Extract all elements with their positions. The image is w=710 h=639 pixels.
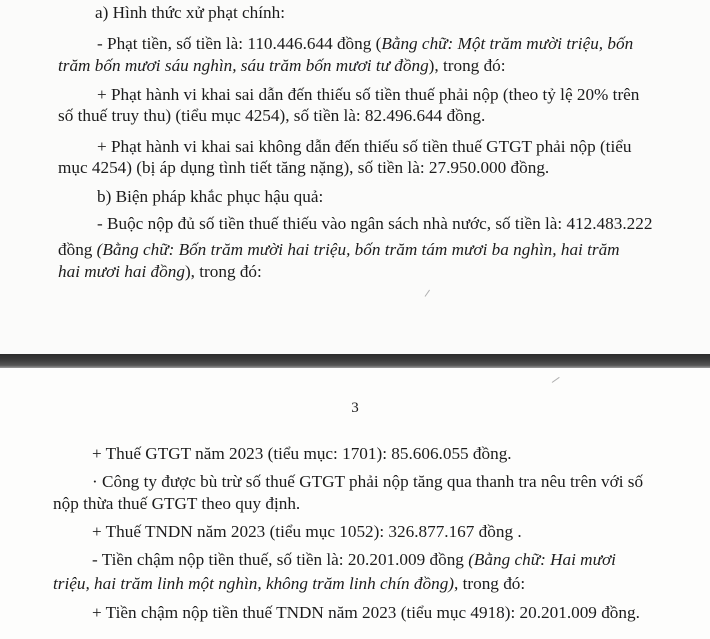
fine-amount-words-line: trăm bốn mươi sáu nghìn, sáu trăm bốn mươi tư đồng), trong đó: — [58, 56, 506, 75]
late-payment-words-line: triệu, hai trăm linh một nghìn, không trăm linh chín đồng), trong đó: — [53, 574, 526, 593]
vat-offset-line: · Công ty được bù trừ số thuế GTGT phải nộp tăng qua thanh tra nêu trên với số — [92, 472, 644, 491]
stray-pen-mark — [425, 290, 430, 297]
stray-pen-mark — [552, 377, 560, 383]
remedial-amount-line: - Buộc nộp đủ số tiền thuế thiếu vào ngân sách nhà nước, số tiền là: 412.483.222 — [97, 214, 653, 233]
penalty-item-2: + Phạt hành vi khai sai không dẫn đến thiếu số tiền thuế GTGT phải nộp (tiểu — [97, 137, 632, 156]
vat-offset-cont: nộp thừa thuế GTGT theo quy định. — [53, 494, 301, 513]
remedial-amount-words-line: đồng (Bằng chữ: Bốn trăm mười hai triệu, bốn trăm tám mươi ba nghìn, hai trăm — [58, 240, 620, 259]
page-number: 3 — [351, 400, 359, 416]
penalty-item-1: + Phạt hành vi khai sai dẫn đến thiếu số tiền thuế phải nộp (theo tỷ lệ 20% trên — [97, 85, 640, 104]
page-divider — [0, 354, 710, 368]
late-payment-line: - Tiền chậm nộp tiền thuế, số tiền là: 20.201.009 đồng (Bằng chữ: Hai mươi — [92, 550, 616, 569]
vat-2023-line: + Thuế GTGT năm 2023 (tiểu mục: 1701): 85.606.055 đồng. — [92, 444, 512, 463]
remedial-amount-words-cont: hai mươi hai đồng), trong đó: — [58, 262, 262, 281]
cit-2023-line: + Thuế TNDN năm 2023 (tiểu mục 1052): 326.877.167 đồng . — [92, 522, 522, 541]
penalty-item-2-cont: mục 4254) (bị áp dụng tình tiết tăng nặng), số tiền là: 27.950.000 đồng. — [58, 158, 550, 177]
heading-remedial-measures: b) Biện pháp khắc phục hậu quả: — [97, 187, 324, 206]
penalty-item-1-cont: số thuế truy thu) (tiểu mục 4254), số tiền là: 82.496.644 đồng. — [58, 106, 486, 125]
late-payment-cit-line: + Tiền chậm nộp tiền thuế TNDN năm 2023 (tiểu mục 4918): 20.201.009 đồng. — [92, 603, 640, 622]
heading-main-penalty: a) Hình thức xử phạt chính: — [95, 3, 285, 22]
fine-amount-line: - Phạt tiền, số tiền là: 110.446.644 đồng (Bằng chữ: Một trăm mười triệu, bốn — [97, 34, 634, 53]
